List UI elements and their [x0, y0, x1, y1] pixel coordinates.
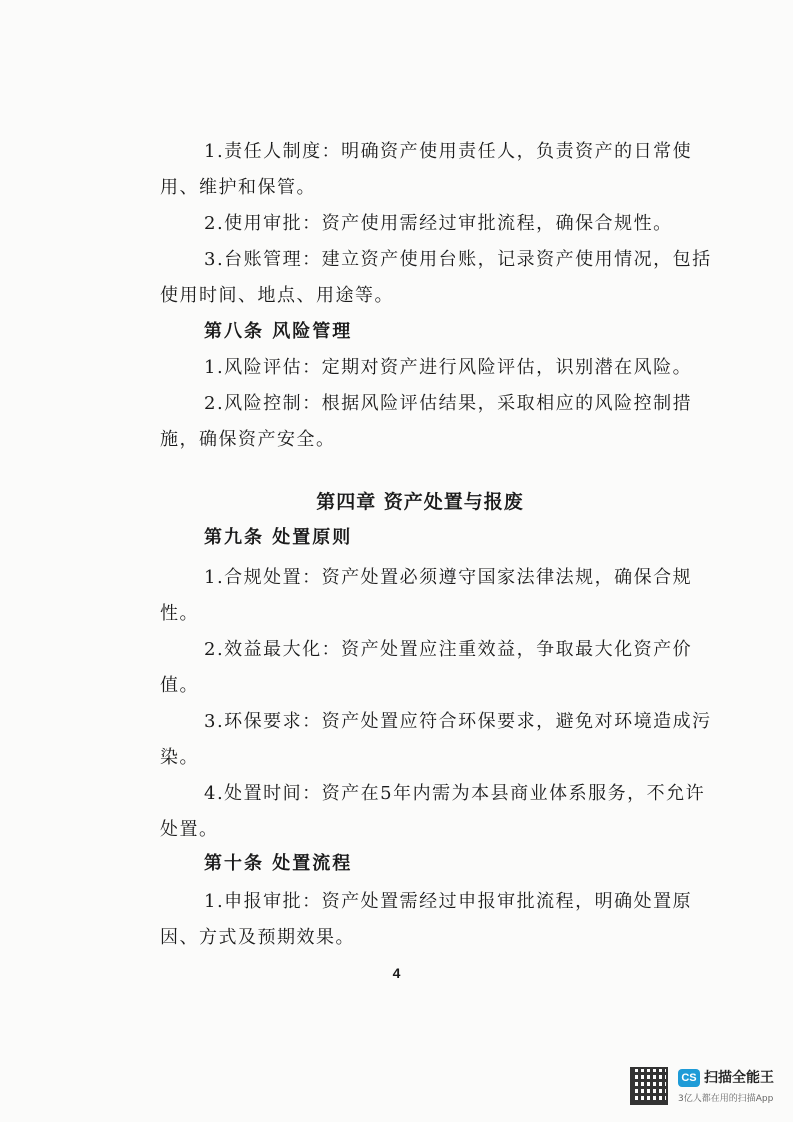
- paragraph-compliance: 1.合规处置：资产处置必须遵守国家法律法规，确保合规性。: [160, 567, 693, 624]
- paragraph-declaration: 1.申报审批：资产处置需经过申报审批流程，明确处置原因、方式及预期效果。: [160, 891, 693, 948]
- paragraph-ledger: 3.台账管理：建立资产使用台账，记录资产使用情况，包括使用时间、地点、用途等。: [160, 249, 712, 306]
- paragraph-disposal-time: 4.处置时间：资产在5年内需为本县商业体系服务，不允许处置。: [160, 783, 706, 840]
- scanner-watermark: [630, 1065, 780, 1109]
- paragraph-risk-control: 2.风险控制：根据风险评估结果，采取相应的风险控制措施，确保资产安全。: [160, 393, 693, 450]
- chapter-title: 第四章 资产处置与报废: [316, 491, 524, 513]
- watermark-brand: 扫描全能王: [704, 1070, 774, 1086]
- paragraph-responsibility: 1.责任人制度：明确资产使用责任人，负责资产的日常使用、维护和保管。: [160, 141, 693, 198]
- qr-code-icon: [630, 1067, 668, 1105]
- section-heading-article-9: 第九条 处置原则: [204, 527, 353, 548]
- section-heading-article-8: 第八条 风险管理: [204, 321, 353, 342]
- section-heading-article-10: 第十条 处置流程: [204, 853, 353, 874]
- page-number: 4: [392, 965, 401, 981]
- paragraph-approval: 2.使用审批：资产使用需经过审批流程，确保合规性。: [204, 213, 673, 234]
- paragraph-risk-assessment: 1.风险评估：定期对资产进行风险评估，识别潜在风险。: [204, 357, 693, 378]
- watermark-slogan: 3亿人都在用的扫描App: [678, 1094, 774, 1104]
- paragraph-efficiency: 2.效益最大化：资产处置应注重效益，争取最大化资产价值。: [160, 639, 693, 696]
- camscanner-logo-icon: CS: [678, 1069, 700, 1087]
- paragraph-environment: 3.环保要求：资产处置应符合环保要求，避免对环境造成污染。: [160, 711, 712, 768]
